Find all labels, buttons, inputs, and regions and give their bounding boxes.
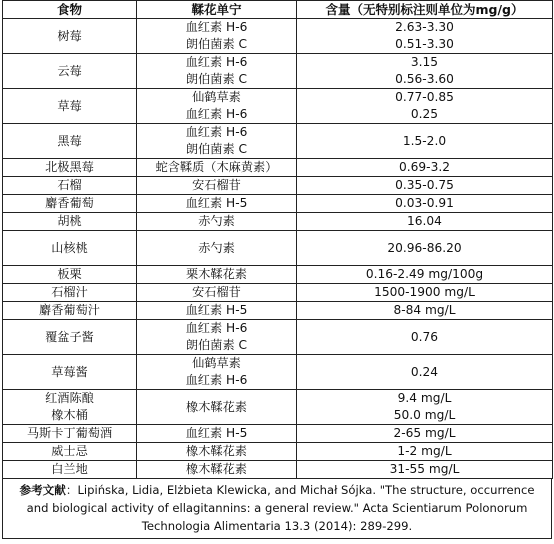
table-row [3, 195, 553, 213]
compound-cell: 蛇含鞣质（木麻黄素） [137, 159, 297, 177]
compound-cell: 橡木鞣花素 [137, 443, 297, 461]
table-row [3, 355, 553, 390]
table-row [3, 284, 553, 302]
content-cell: 0.03-0.91 [297, 195, 553, 213]
compound-name: 血红素 H-6 [185, 55, 248, 69]
compound-name: 朗伯菌素 C [185, 72, 248, 86]
content-cell: 1.5-2.0 [297, 124, 553, 159]
compound-cell: 赤勺素 [137, 231, 297, 266]
reference-text: ：Lipińska, Lidia, Elżbieta Klewicka, and Michał Sójka. "The structure, occurrence [65, 483, 535, 497]
compound-cell: 安石榴苷 [137, 284, 297, 302]
table-row [3, 266, 553, 284]
content-cell: 2-65 mg/L [297, 425, 553, 443]
food-cell: 北极黑莓 [3, 159, 137, 177]
table-row [3, 19, 553, 54]
document [2, 0, 552, 539]
compound-cell [137, 89, 297, 124]
table-row [3, 461, 553, 479]
table-row [3, 443, 553, 461]
content-cell: 20.96-86.20 [297, 231, 553, 266]
header-food: 食物 [3, 1, 137, 19]
content-cell [297, 89, 553, 124]
food-cell [3, 390, 137, 425]
content-cell: 0.16-2.49 mg/100g [297, 266, 553, 284]
table-row [3, 159, 553, 177]
compound-cell [137, 19, 297, 54]
content-value: 50.0 mg/L [393, 408, 456, 422]
food-cell: 麝香葡萄汁 [3, 302, 137, 320]
compound-name: 仙鹤草素 [192, 356, 241, 370]
content-cell [297, 54, 553, 89]
compound-cell: 栗木鞣花素 [137, 266, 297, 284]
content-value: 9.4 mg/L [397, 391, 452, 405]
ellagitannin-table [2, 0, 553, 479]
food-cell: 山核桃 [3, 231, 137, 266]
compound-cell: 橡木鞣花素 [137, 461, 297, 479]
compound-cell: 橡木鞣花素 [137, 390, 297, 425]
content-value: 2.63-3.30 [395, 20, 454, 34]
compound-cell: 赤勺素 [137, 213, 297, 231]
compound-cell: 安石榴苷 [137, 177, 297, 195]
reference-line-2: and biological activity of ellagitannins: a general review." Acta Scientiarum Polonorum [26, 501, 528, 515]
content-cell: 1500-1900 mg/L [297, 284, 553, 302]
content-value: 0.25 [410, 107, 439, 121]
compound-cell [137, 355, 297, 390]
compound-name: 血红素 H-6 [185, 107, 248, 121]
content-cell: 16.04 [297, 213, 553, 231]
compound-cell [137, 320, 297, 355]
food-cell: 板栗 [3, 266, 137, 284]
food-cell: 石榴汁 [3, 284, 137, 302]
table-row [3, 177, 553, 195]
table-row [3, 425, 553, 443]
table-row [3, 89, 553, 124]
header-ellagitannin: 鞣花单宁 [137, 1, 297, 19]
food-cell: 草莓酱 [3, 355, 137, 390]
content-cell [297, 19, 553, 54]
table-row [3, 320, 553, 355]
food-cell: 马斯卡丁葡萄酒 [3, 425, 137, 443]
table-row [3, 231, 553, 266]
compound-cell: 血红素 H-5 [137, 195, 297, 213]
food-name: 橡木桶 [51, 408, 88, 422]
compound-cell [137, 124, 297, 159]
food-cell: 树莓 [3, 19, 137, 54]
food-cell: 胡桃 [3, 213, 137, 231]
table-row [3, 302, 553, 320]
food-name: 红酒陈酿 [45, 391, 94, 405]
table-row [3, 124, 553, 159]
content-cell: 0.35-0.75 [297, 177, 553, 195]
food-cell: 石榴 [3, 177, 137, 195]
compound-name: 仙鹤草素 [192, 90, 241, 104]
reference-label: 参考文献 [19, 483, 66, 497]
compound-name: 朗伯菌素 C [185, 142, 248, 156]
compound-name: 朗伯菌素 C [185, 37, 248, 51]
compound-name: 血红素 H-6 [185, 125, 248, 139]
food-cell: 覆盆子酱 [3, 320, 137, 355]
compound-cell: 血红素 H-5 [137, 302, 297, 320]
header-content: 含量（无特别标注则单位为mg/g） [297, 1, 553, 19]
compound-cell [137, 54, 297, 89]
food-cell: 白兰地 [3, 461, 137, 479]
content-value: 3.15 [410, 55, 439, 69]
compound-name: 朗伯菌素 C [185, 338, 248, 352]
reference-line-3: Technologia Alimentaria 13.3 (2014): 289-299. [141, 519, 413, 533]
food-cell: 黑莓 [3, 124, 137, 159]
reference-block [2, 479, 552, 539]
compound-name: 血红素 H-6 [185, 373, 248, 387]
food-cell: 威士忌 [3, 443, 137, 461]
content-value: 0.77-0.85 [395, 90, 454, 104]
content-cell: 0.69-3.2 [297, 159, 553, 177]
table-row [3, 390, 553, 425]
content-value: 0.51-3.30 [395, 37, 454, 51]
content-cell: 1-2 mg/L [297, 443, 553, 461]
food-cell: 云莓 [3, 54, 137, 89]
content-value: 0.56-3.60 [395, 72, 454, 86]
content-cell: 0.24 [297, 355, 553, 390]
compound-name: 血红素 H-6 [185, 20, 248, 34]
table-row [3, 213, 553, 231]
content-cell [297, 390, 553, 425]
compound-name: 血红素 H-6 [185, 321, 248, 335]
content-cell: 0.76 [297, 320, 553, 355]
content-cell: 8-84 mg/L [297, 302, 553, 320]
table-row [3, 54, 553, 89]
header-row [3, 1, 553, 19]
content-cell: 31-55 mg/L [297, 461, 553, 479]
compound-cell: 血红素 H-5 [137, 425, 297, 443]
food-cell: 麝香葡萄 [3, 195, 137, 213]
reference-line-1 [3, 481, 551, 499]
food-cell: 草莓 [3, 89, 137, 124]
